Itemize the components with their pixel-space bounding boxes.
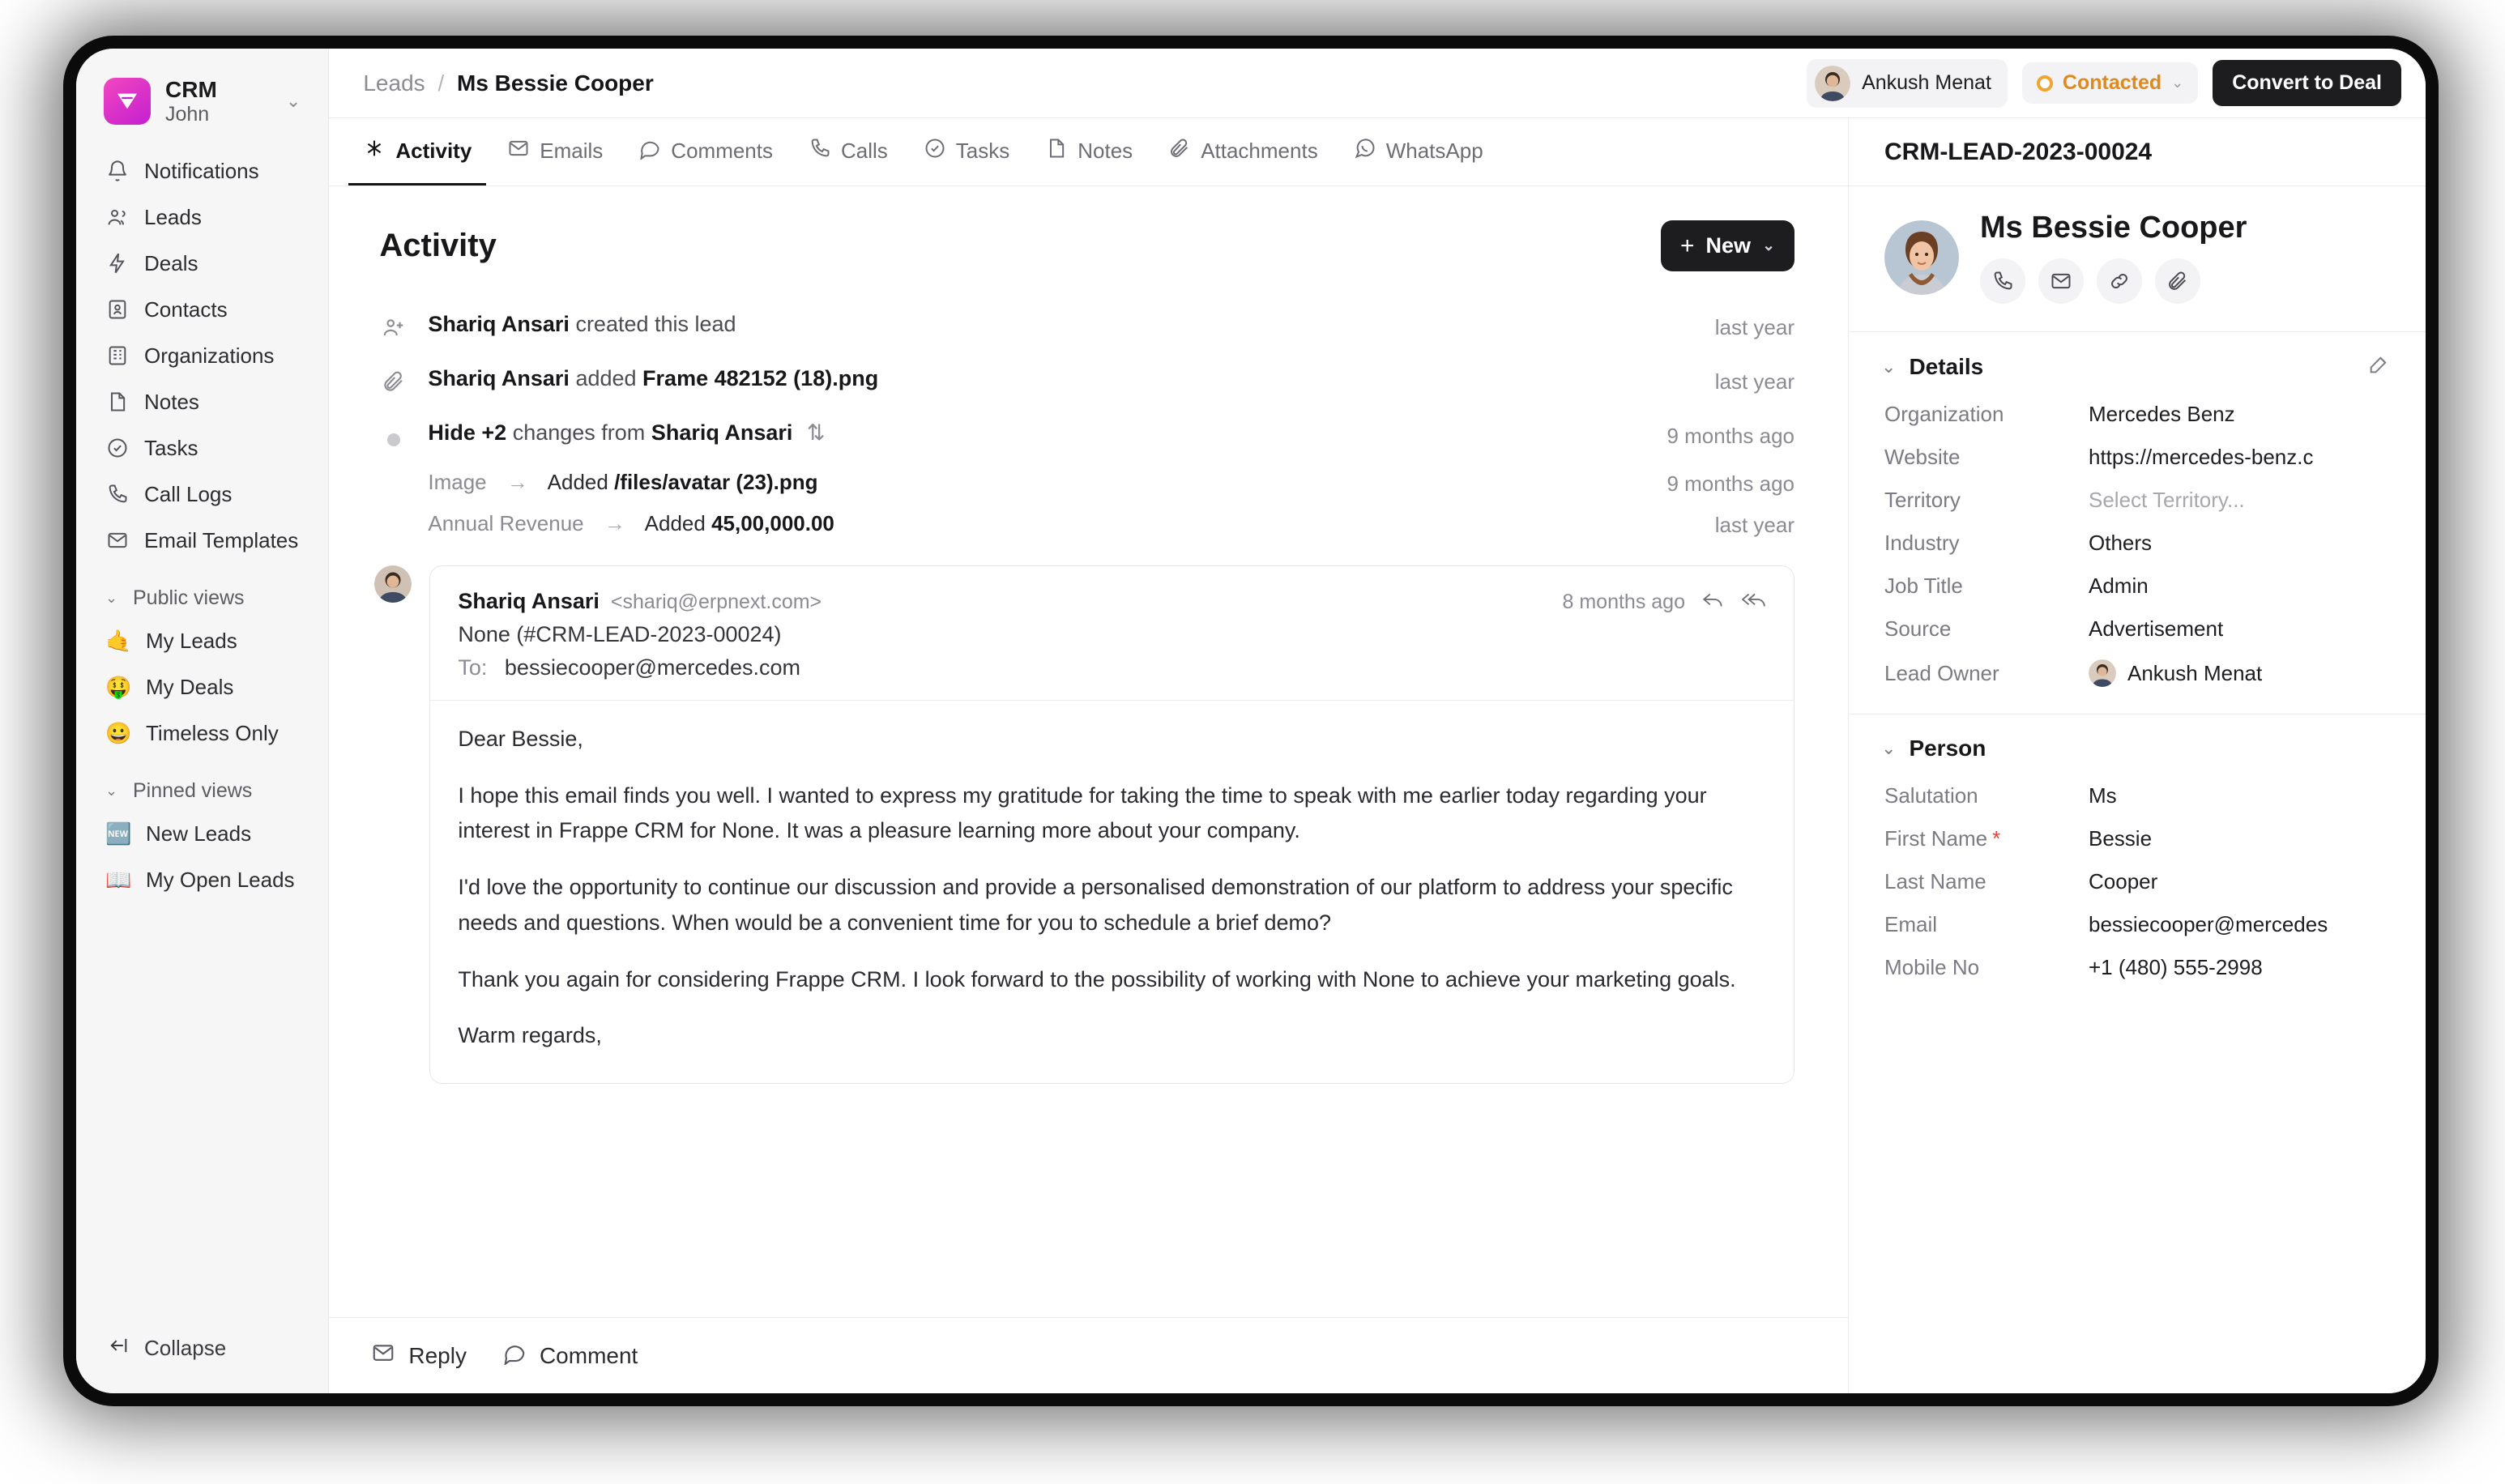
chevron-down-icon: ⌄ xyxy=(285,91,301,112)
changes-actor: Shariq Ansari xyxy=(651,420,793,445)
collapse-button[interactable] xyxy=(104,1326,301,1371)
field-value: bessiecooper@mercedes xyxy=(2089,912,2328,936)
tab-bar xyxy=(329,118,1848,186)
status-dot-icon xyxy=(2037,75,2053,92)
phone-icon xyxy=(105,482,130,506)
arrow-icon: → xyxy=(506,470,528,494)
quick-actions xyxy=(1980,258,2247,304)
avatar[interactable] xyxy=(1884,220,1959,295)
field-last-name[interactable] xyxy=(1849,860,2426,903)
bell-icon xyxy=(105,159,130,183)
sidebar-item-label: My Open Leads xyxy=(146,867,295,892)
reply-all-icon[interactable] xyxy=(1742,591,1766,614)
chevron-down-icon: ⌄ xyxy=(2171,75,2184,91)
sidebar-item-my-leads[interactable] xyxy=(94,618,310,664)
tab-whatsapp[interactable] xyxy=(1339,118,1498,186)
chevron-down-icon: ⌄ xyxy=(105,782,118,799)
field-job-title[interactable] xyxy=(1849,565,2426,608)
field-label: Organization xyxy=(1884,402,2004,426)
field-organization[interactable] xyxy=(1849,393,2426,436)
change-time: 9 months ago xyxy=(1666,471,1794,496)
email-paragraph: Thank you again for considering Frappe CRM. I look forward to the possibility of working with None to achieve your marketing goals. xyxy=(458,966,1736,991)
tasks-icon xyxy=(105,436,130,460)
field-value-wrapper xyxy=(2089,659,2390,687)
notes-icon xyxy=(1045,137,1068,165)
email-time: 8 months ago xyxy=(1562,591,1685,613)
changes-middle-text: changes from xyxy=(512,420,646,445)
tab-emails[interactable] xyxy=(493,118,617,186)
timeline-text xyxy=(428,366,1695,391)
sidebar-item-label: Contacts xyxy=(144,296,228,322)
field-label: Email xyxy=(1884,912,1938,936)
crm-logo-icon xyxy=(104,78,151,125)
tab-label: Emails xyxy=(540,138,604,163)
change-row xyxy=(379,462,1794,503)
new-button[interactable] xyxy=(1661,220,1794,271)
reply-icon xyxy=(371,1341,395,1371)
field-label: Website xyxy=(1884,445,1961,469)
sidebar-item-label: Organizations xyxy=(144,343,275,368)
money-face-emoji-icon: 🤑 xyxy=(105,674,132,699)
field-salutation[interactable] xyxy=(1849,774,2426,817)
chevron-down-icon: ⌄ xyxy=(1881,738,1897,758)
organizations-icon xyxy=(105,343,130,368)
tab-comments[interactable] xyxy=(624,118,787,186)
sidebar-item-label: New Leads xyxy=(146,821,252,846)
collapse-icon xyxy=(107,1334,130,1362)
required-marker: * xyxy=(1992,826,2001,851)
field-label: Industry xyxy=(1884,531,1960,555)
email-sender-address: <shariq@erpnext.com> xyxy=(610,591,822,613)
sidebar-item-my-open-leads[interactable] xyxy=(94,857,310,903)
field-first-name[interactable] xyxy=(1849,817,2426,860)
email-paragraph: I'd love the opportunity to continue our discussion and provide a personalised demonstration of our platform to address your specific needs and questions. When would be a convenient time for you to schedule a brief demo? xyxy=(458,875,1733,935)
field-lead-owner[interactable] xyxy=(1849,650,2426,696)
sidebar-item-contacts[interactable] xyxy=(94,287,310,333)
phone-icon[interactable] xyxy=(1980,258,2025,304)
link-icon[interactable] xyxy=(2097,258,2142,304)
breadcrumb-parent[interactable]: Leads xyxy=(363,70,425,96)
tab-label: Comments xyxy=(671,138,773,163)
breadcrumb-current: Ms Bessie Cooper xyxy=(457,70,654,96)
contacts-icon xyxy=(105,297,130,322)
comment-icon xyxy=(502,1341,527,1371)
email-to-label: To: xyxy=(458,655,488,680)
attachments-icon xyxy=(1168,137,1191,165)
section-title: Details xyxy=(1909,353,1984,379)
change-value: 45,00,000.00 xyxy=(711,511,834,535)
sidebar-item-tasks[interactable] xyxy=(94,425,310,471)
leads-icon xyxy=(105,205,130,229)
calls-icon xyxy=(809,137,831,165)
brand-name: CRM xyxy=(165,77,217,102)
timeline-actor: Shariq Ansari xyxy=(428,312,570,336)
timeline-detail[interactable]: Frame 482152 (18).png xyxy=(642,366,879,390)
deals-icon xyxy=(105,251,130,275)
group-pinned-views[interactable] xyxy=(94,768,310,811)
contact-summary xyxy=(1980,211,2247,304)
sidebar-item-label: Timeless Only xyxy=(146,720,279,745)
field-value: Advertisement xyxy=(2089,616,2224,641)
tab-attachments[interactable] xyxy=(1154,118,1333,186)
assignee-chip[interactable] xyxy=(1807,59,2008,108)
field-email[interactable] xyxy=(1849,903,2426,946)
mail-icon xyxy=(105,528,130,552)
details-section-header[interactable] xyxy=(1849,332,2426,393)
record-id: CRM-LEAD-2023-00024 xyxy=(1849,118,2426,186)
email-paragraph: Warm regards, xyxy=(458,1023,602,1048)
timeline-time: last year xyxy=(1714,369,1794,394)
sidebar-item-timeless-only[interactable] xyxy=(94,710,310,757)
reply-label: Reply xyxy=(408,1342,467,1368)
sidebar-item-label: Deals xyxy=(144,250,198,275)
tab-label: Tasks xyxy=(955,138,1010,163)
change-field: Annual Revenue xyxy=(428,511,584,535)
contact-hero xyxy=(1849,186,2426,332)
field-territory[interactable] xyxy=(1849,479,2426,522)
timeline-collapse-row[interactable] xyxy=(379,407,1794,462)
field-value: Ankush Menat xyxy=(2127,660,2263,685)
avatar xyxy=(2089,659,2116,687)
timeline-time: 9 months ago xyxy=(1666,424,1794,448)
changes-count: +2 xyxy=(481,420,507,445)
change-action: Added xyxy=(644,511,706,535)
activity-timeline xyxy=(329,286,1848,544)
person-section-header[interactable] xyxy=(1849,714,2426,774)
field-value: Bessie xyxy=(2089,826,2153,851)
timeline-item xyxy=(379,299,1794,353)
sidebar-item-notes[interactable] xyxy=(94,379,310,425)
field-label: Last Name xyxy=(1884,869,1987,893)
tab-label: Calls xyxy=(841,138,888,163)
field-label: Job Title xyxy=(1884,574,1963,598)
activity-header xyxy=(329,186,1848,286)
field-value: https://mercedes-benz.c xyxy=(2089,445,2314,469)
sidebar-item-notifications[interactable] xyxy=(94,148,310,194)
chevron-down-icon: ⌄ xyxy=(105,589,118,606)
field-value: Admin xyxy=(2089,574,2149,598)
emails-icon xyxy=(507,137,530,165)
mail-icon[interactable] xyxy=(2038,258,2084,304)
comment-button[interactable] xyxy=(502,1341,638,1371)
change-text xyxy=(428,470,1647,495)
plus-icon: + xyxy=(1680,232,1695,259)
timeline-action: added xyxy=(575,366,637,390)
breadcrumb xyxy=(363,70,653,96)
field-mobile-no[interactable] xyxy=(1849,946,2426,989)
section-title: Person xyxy=(1909,736,1987,761)
email-recipient-row xyxy=(458,655,1766,680)
activity-footer xyxy=(329,1317,1848,1393)
avatar xyxy=(1815,66,1850,101)
group-label: Public views xyxy=(133,586,245,609)
timeline-action: created this lead xyxy=(575,312,736,336)
tasks-icon xyxy=(924,137,946,165)
change-row xyxy=(379,503,1794,544)
timeline-text xyxy=(428,420,1647,446)
sort-toggle-icon[interactable]: ⇅ xyxy=(806,420,826,445)
group-label: Pinned views xyxy=(133,778,253,802)
sidebar-item-label: My Leads xyxy=(146,628,237,653)
chevron-down-icon: ⌄ xyxy=(1762,237,1775,254)
tab-activity[interactable] xyxy=(348,118,486,186)
book-emoji-icon: 📖 xyxy=(105,867,132,892)
activity-icon xyxy=(363,137,386,165)
field-label: Territory xyxy=(1884,488,1961,512)
sidebar-item-email-templates[interactable] xyxy=(94,518,310,564)
tab-notes[interactable] xyxy=(1031,118,1147,186)
field-value: Mercedes Benz xyxy=(2089,402,2235,426)
change-field: Image xyxy=(428,470,487,494)
assignee-name: Ankush Menat xyxy=(1862,71,1991,94)
brand-text xyxy=(165,76,271,127)
sidebar-item-label: Call Logs xyxy=(144,481,233,506)
hide-label[interactable]: Hide xyxy=(428,420,476,445)
timeline-item xyxy=(379,353,1794,407)
attachment-icon[interactable] xyxy=(2155,258,2200,304)
field-value: +1 (480) 555-2998 xyxy=(2089,955,2263,979)
collapse-label: Collapse xyxy=(144,1336,227,1360)
app-window xyxy=(76,49,2426,1393)
change-action: Added xyxy=(547,470,608,494)
sidebar-item-call-logs[interactable] xyxy=(94,471,310,518)
timeline-actor: Shariq Ansari xyxy=(428,366,570,390)
new-button-label: New xyxy=(1705,233,1752,258)
convert-to-deal-button[interactable]: Convert to Deal xyxy=(2213,60,2401,106)
sidebar-item-label: Notifications xyxy=(144,158,259,183)
email-body xyxy=(458,701,1766,1054)
field-label: Salutation xyxy=(1884,783,1978,808)
email-header xyxy=(458,589,1766,614)
detail-panel xyxy=(1849,118,2426,1393)
whatsapp-icon xyxy=(1354,137,1376,165)
field-label: First Name * xyxy=(1884,826,2001,851)
comments-icon xyxy=(638,137,661,165)
status-badge[interactable] xyxy=(2022,62,2198,104)
change-value: /files/avatar (23).png xyxy=(614,470,818,494)
field-label: Lead Owner xyxy=(1884,660,1999,685)
tab-tasks[interactable] xyxy=(909,118,1024,186)
field-website[interactable] xyxy=(1849,436,2426,479)
reply-icon[interactable] xyxy=(1701,591,1726,614)
reply-button[interactable] xyxy=(371,1341,467,1371)
field-value: Ms xyxy=(2089,783,2117,808)
field-value: Select Territory... xyxy=(2089,488,2245,512)
contact-name: Ms Bessie Cooper xyxy=(1980,211,2247,245)
person-add-icon xyxy=(379,312,408,339)
field-label: Source xyxy=(1884,616,1952,641)
sidebar-nav xyxy=(76,142,328,903)
chevron-down-icon: ⌄ xyxy=(1881,356,1897,377)
email-subject: None (#CRM-LEAD-2023-00024) xyxy=(458,622,782,646)
new-emoji-icon: 🆕 xyxy=(105,821,132,846)
sidebar-item-label: Leads xyxy=(144,204,202,229)
email-activity xyxy=(329,544,1848,1084)
sidebar-top xyxy=(76,49,328,142)
status-label: Contacted xyxy=(2062,71,2162,94)
sidebar-item-label: My Deals xyxy=(146,674,234,699)
email-to-value: bessiecooper@mercedes.com xyxy=(504,655,800,680)
hand-emoji-icon: 🤙 xyxy=(105,628,132,653)
tab-calls[interactable] xyxy=(794,118,903,186)
change-time: last year xyxy=(1714,513,1794,537)
timeline-dot-icon xyxy=(379,420,408,446)
comment-label: Comment xyxy=(539,1342,638,1368)
edit-icon[interactable] xyxy=(2367,353,2390,380)
activity-column xyxy=(329,118,1849,1393)
sidebar-item-new-leads[interactable] xyxy=(94,811,310,857)
content-body xyxy=(329,118,2426,1393)
email-paragraph: I hope this email finds you well. I wanted to express my gratitude for taking the time to speak with me earlier today regarding your interest in Frappe CRM for None. It was a pleasure learning more about your company. xyxy=(458,783,1707,843)
topbar xyxy=(329,49,2426,118)
tab-label: WhatsApp xyxy=(1385,138,1483,163)
change-text xyxy=(428,511,1695,536)
email-card[interactable] xyxy=(429,565,1794,1084)
email-paragraph: Dear Bessie, xyxy=(458,727,583,751)
topbar-actions xyxy=(1807,59,2401,108)
smile-emoji-icon: 😀 xyxy=(105,720,132,745)
notes-icon xyxy=(105,390,130,414)
sidebar-item-organizations[interactable] xyxy=(94,333,310,379)
page-title: Activity xyxy=(379,228,497,263)
sidebar-item-leads[interactable] xyxy=(94,194,310,241)
timeline-time: last year xyxy=(1714,315,1794,339)
sidebar-item-deals[interactable] xyxy=(94,241,310,287)
sidebar-item-label: Email Templates xyxy=(144,527,299,552)
attachment-icon xyxy=(379,366,408,394)
field-value: Cooper xyxy=(2089,869,2158,893)
arrow-icon: → xyxy=(604,511,625,535)
sidebar xyxy=(76,49,329,1393)
field-industry[interactable] xyxy=(1849,522,2426,565)
field-source[interactable] xyxy=(1849,608,2426,650)
activity-scroll[interactable] xyxy=(329,186,1848,1317)
sidebar-bottom xyxy=(76,1311,328,1393)
sidebar-item-label: Notes xyxy=(144,389,199,414)
breadcrumb-separator: / xyxy=(437,70,445,96)
avatar xyxy=(374,565,412,603)
brand-switcher[interactable] xyxy=(94,66,310,137)
email-sender: Shariq Ansari xyxy=(458,589,600,613)
group-public-views[interactable] xyxy=(94,575,310,618)
tab-label: Activity xyxy=(395,138,472,163)
field-value: Others xyxy=(2089,531,2153,555)
sidebar-item-label: Tasks xyxy=(144,435,198,460)
brand-user: John xyxy=(165,103,210,126)
tab-label: Attachments xyxy=(1201,138,1318,163)
sidebar-item-my-deals[interactable] xyxy=(94,664,310,710)
email-meta xyxy=(1563,591,1767,614)
tab-label: Notes xyxy=(1078,138,1133,163)
main-area xyxy=(329,49,2426,1393)
timeline-text xyxy=(428,312,1695,337)
field-label: Mobile No xyxy=(1884,955,1980,979)
